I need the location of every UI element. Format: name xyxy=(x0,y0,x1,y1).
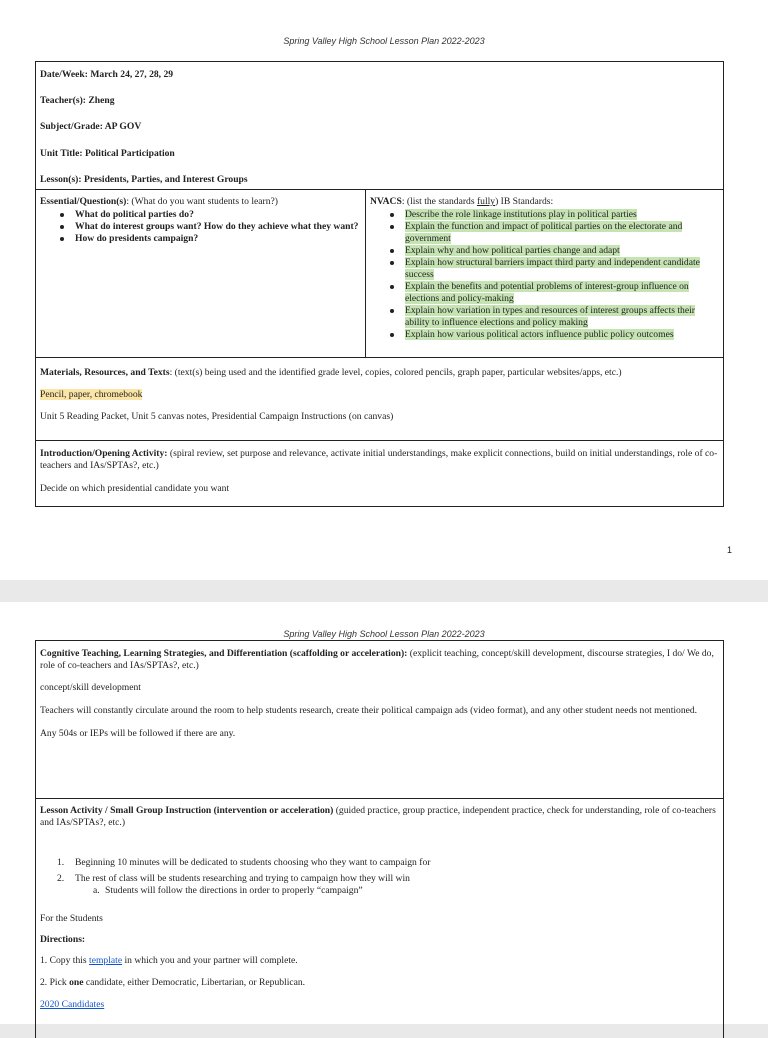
lesson-activity-label: Lesson Activity / Small Group Instruction (intervention or acceleration) xyxy=(40,805,334,816)
standard-item: Explain the benefits and potential problems of interest-group influence on elections and policy-making xyxy=(405,281,719,305)
essential-question-item: How do presidents campaign? xyxy=(75,233,361,245)
standard-item: Describe the role linkage institutions play in political parties xyxy=(405,209,719,221)
nvacs-prompt: : (list the standards xyxy=(401,196,477,207)
supplies-text: Pencil, paper, chromebook xyxy=(40,388,143,400)
page-2 xyxy=(0,602,768,1024)
cognitive-label: Cognitive Teaching, Learning Strategies, and Differentiation (scaffolding or acceleration): xyxy=(40,648,408,659)
lesson-activity-prompt: (guided practice, group practice, independent practice, check for understanding, role of co-teachers and IAs/SPTAs?, etc.) xyxy=(40,805,716,828)
introduction-prompt: (spiral review, set purpose and relevance, activate initial understandings, make explicit connections, build on initial understandings, role of co-teachers and IAs/SPTAs?, etc.) xyxy=(40,448,718,471)
cognitive-paragraph: Teachers will constantly circulate around the room to help students research, create their political campaign ads (video format), and any other student needs not mentioned. xyxy=(40,705,698,716)
template-link[interactable]: template xyxy=(89,954,123,966)
materials-label: Materials, Resources, and Texts xyxy=(40,367,170,378)
direction-2: 2. Pick one candidate, either Democratic, Libertarian, or Republican. xyxy=(40,976,306,988)
questions-standards-row xyxy=(35,189,724,358)
for-students: For the Students xyxy=(40,912,103,924)
essential-question-item: What do interest groups want? How do they achieve what they want? xyxy=(75,221,361,233)
nvacs-prompt-underlined: fully xyxy=(476,196,496,207)
introduction-text: Decide on which presidential candidate you want xyxy=(40,483,230,494)
lesson-info-box xyxy=(35,61,724,190)
essential-questions-label: Essential/Question(s) xyxy=(40,196,127,207)
introduction-label: Introduction/Opening Activity: xyxy=(40,448,168,459)
standard-item: Explain the function and impact of political parties on the electorate and government xyxy=(405,221,719,245)
cognitive-paragraph: concept/skill development xyxy=(40,682,141,693)
candidates-link[interactable]: 2020 Candidates xyxy=(40,998,105,1010)
lessons: Lesson(s): Presidents, Parties, and Interest Groups xyxy=(40,173,248,185)
direction-1: 1. Copy this template in which you and your partner will complete. xyxy=(40,954,298,966)
nvacs-prompt-end: ) IB Standards: xyxy=(495,196,554,207)
standard-item: Explain how structural barriers impact third party and independent candidate success xyxy=(405,257,719,281)
date-week: Date/Week: March 24, 27, 28, 29 xyxy=(40,69,174,80)
step-item: 1. Beginning 10 minutes will be dedicated to students choosing who they want to campaign for xyxy=(57,857,431,868)
materials-box xyxy=(35,357,724,441)
directions-label: Directions: xyxy=(40,933,86,945)
materials-prompt: : (text(s) being used and the identified grade level, copies, colored pencils, graph paper, particular websites/apps, etc.) xyxy=(169,367,622,378)
teacher: Teacher(s): Zheng xyxy=(40,95,115,107)
standard-item: Explain how various political actors influence public policy outcomes xyxy=(405,329,719,341)
step-item: 2. The rest of class will be students researching and trying to campaign how they will win a. Students will follow the directions in order to properly “campaign” xyxy=(75,873,719,897)
essential-question-item: What do political parties do? xyxy=(75,209,361,221)
running-header: Spring Valley High School Lesson Plan 2022-2023 xyxy=(283,629,485,639)
substep-item: a. Students will follow the directions in order to properly “campaign” xyxy=(93,884,363,896)
standard-item: Explain why and how political parties change and adapt xyxy=(405,245,719,257)
essential-questions-cell xyxy=(36,190,366,357)
page-number: 1 xyxy=(726,545,732,555)
unit-title: Unit Title: Political Participation xyxy=(40,147,175,159)
subject-grade: Subject/Grade: AP GOV xyxy=(40,121,142,133)
lesson-activity-box xyxy=(35,798,724,1038)
nvacs-standards-cell xyxy=(366,190,723,357)
essential-questions-prompt: : (What do you want students to learn?) xyxy=(126,196,278,207)
cognitive-prompt: (explicit teaching, concept/skill development, discourse strategies, I do/ We do, role of co-teachers and IAs/SPTAs?, etc.) xyxy=(40,648,714,671)
introduction-box xyxy=(35,440,724,507)
nvacs-label: NVACS xyxy=(370,196,402,207)
standard-item: Explain how variation in types and resources of interest groups affects their ability to influence elections and policy making xyxy=(405,305,719,329)
cognitive-paragraph: Any 504s or IEPs will be followed if there are any. xyxy=(40,728,236,739)
cognitive-teaching-box xyxy=(35,640,724,799)
texts-list: Unit 5 Reading Packet, Unit 5 canvas notes, Presidential Campaign Instructions (on canvas) xyxy=(40,410,394,422)
running-header: Spring Valley High School Lesson Plan 2022-2023 xyxy=(283,36,485,46)
